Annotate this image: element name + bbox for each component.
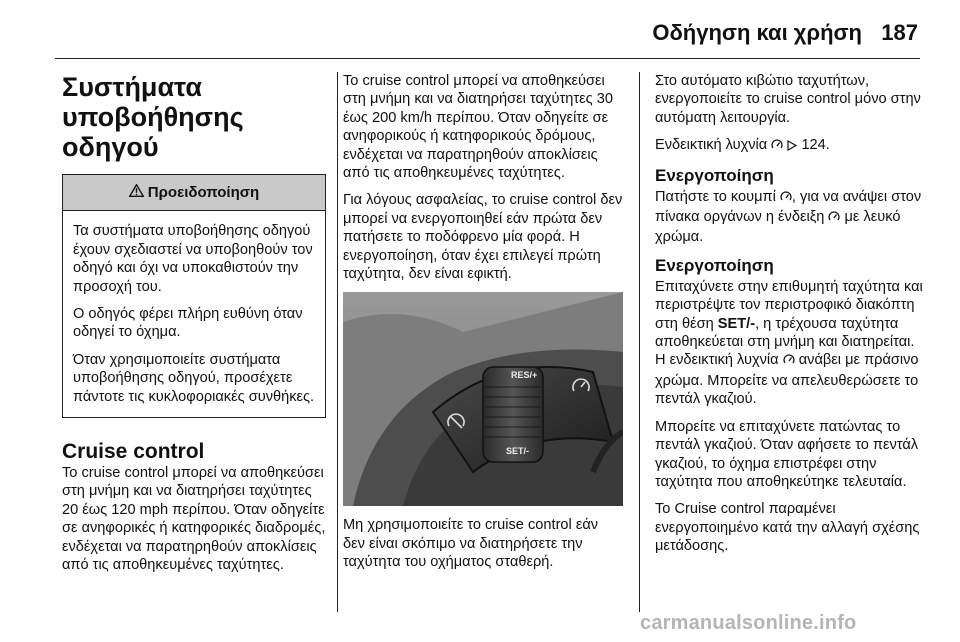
warning-body bbox=[63, 211, 325, 417]
warning-paragraph: Ο οδηγός φέρει πλήρη ευθύνη όταν οδηγεί το όχημα. bbox=[73, 306, 303, 341]
column-1 bbox=[62, 72, 328, 584]
cruise-control-switch-illustration bbox=[343, 292, 623, 506]
set-label: SET/- bbox=[717, 315, 756, 332]
cruise-control-icon bbox=[780, 190, 792, 208]
column-divider bbox=[639, 72, 640, 612]
warning-heading-text: Προειδοποίηση bbox=[147, 184, 260, 201]
chapter-title: Οδήγηση και χρήση bbox=[652, 20, 862, 45]
text-fragment: με λευκό χρώμα. bbox=[655, 209, 901, 246]
column-divider bbox=[337, 72, 338, 612]
warning-box bbox=[62, 174, 326, 418]
text-fragment: , για να ανάψει στον πίνακα οργάνων η ένδειξη bbox=[655, 188, 922, 226]
body-paragraph: Το cruise control μπορεί να αποθηκεύσει στη μνήμη και να διατηρήσει ταχύτητες 30 έως 200 km/h περίπου. Όταν οδηγείτε σε ανηφορικούς ή κατηφορικούς δρόμους, ενδέχεται να παρατηρηθούν αποκλίσεις από τις αποθηκευμένες ταχύτητες. bbox=[343, 73, 614, 182]
column-2 bbox=[343, 72, 623, 581]
text-fragment: Πατήστε το κουμπί bbox=[655, 188, 776, 205]
set-button-label: SET/- bbox=[506, 446, 530, 457]
res-button-label: RES/+ bbox=[511, 370, 538, 381]
header-divider bbox=[55, 58, 920, 59]
column-3 bbox=[655, 72, 925, 565]
page-reference-arrow-icon bbox=[787, 138, 797, 156]
warning-paragraph: Όταν χρησιμοποιείτε συστήματα υποβοήθησης οδηγού, προσέχετε πάντοτε τις κυκλοφοριακές συνθήκες. bbox=[73, 351, 315, 405]
subsection-title: Cruise control bbox=[62, 440, 205, 464]
body-paragraph: Μπορείτε να επιταχύνετε πατώντας το πεντάλ γκαζιού. Όταν αφήσετε το πεντάλ γκαζιού, το όχημα επιστρέφει στην ταχύτητα που αποθηκεύτηκε τελευταία. bbox=[655, 418, 919, 490]
text-fragment: 124. bbox=[801, 137, 830, 154]
page-number: 187 bbox=[881, 20, 918, 45]
text-fragment: Επιταχύνετε στην επιθυμητή ταχύτητα και περιστρέψτε τον περιστροφικό διακόπτη στη θέση bbox=[655, 278, 923, 332]
subsection-title: Ενεργοποίηση bbox=[655, 255, 774, 275]
cruise-control-icon bbox=[828, 210, 840, 228]
section-title: Συστήματα υποβοήθησης οδηγού bbox=[62, 72, 244, 162]
body-paragraph: Το cruise control μπορεί να αποθηκεύσει στη μνήμη και να διατηρήσει ταχύτητες 20 έως 120 mph περίπου. Όταν οδηγείτε σε ανηφορικές ή κατηφορικές διαδρομές, ενδέχεται να παρατηρηθούν αποκλίσεις από τις αποθηκευμένες ταχύτητες. bbox=[62, 465, 326, 574]
warning-triangle-icon bbox=[129, 184, 144, 202]
subsection-title: Ενεργοποίηση bbox=[655, 165, 774, 185]
cruise-control-icon bbox=[783, 353, 795, 371]
warning-heading bbox=[63, 175, 325, 211]
page-header bbox=[0, 0, 960, 64]
illustration-caption: Μη χρησιμοποιείτε το cruise control εάν δεν είναι σκόπιμο να διατηρήσετε την ταχύτητα του οχήματος σταθερή. bbox=[343, 517, 599, 571]
text-fragment: Ενδεικτική λυχνία bbox=[655, 137, 768, 154]
text-fragment: , η τρέχουσα ταχύτητα αποθηκεύεται στη μνήμη και διατηρείται. Η ενδεικτική λυχνία bbox=[655, 315, 915, 369]
warning-paragraph: Τα συστήματα υποβοήθησης οδηγού έχουν σχεδιαστεί να υποβοηθούν τον οδηγό και όχι να υποκαθιστούν την προσοχή του. bbox=[73, 223, 313, 295]
body-paragraph: Στο αυτόματο κιβώτιο ταχυτήτων, ενεργοποιείτε το cruise control μόνο στην αυτόματη λειτουργία. bbox=[655, 73, 921, 126]
body-paragraph bbox=[655, 278, 925, 409]
body-paragraph: Για λόγους ασφαλείας, το cruise control δεν μπορεί να ενεργοποιηθεί εάν πρώτα δεν πατήσετε το ποδόφρενο μία φορά. Η ενεργοποίηση, όταν έχει επιλεγεί πρώτη ταχύτητα, δεν είναι εφικτή. bbox=[343, 192, 623, 283]
text-fragment: ανάβει με πράσινο χρώμα. Μπορείτε να απελευθερώσετε το πεντάλ γκαζιού. bbox=[655, 352, 919, 408]
cruise-control-icon bbox=[771, 138, 783, 156]
watermark: carmanualsonline.info bbox=[640, 612, 857, 634]
body-paragraph bbox=[655, 188, 925, 247]
indicator-reference bbox=[655, 136, 925, 156]
body-paragraph: Το Cruise control παραμένει ενεργοποιημένο κατά την αλλαγή σχέσης μετάδοσης. bbox=[655, 501, 920, 555]
